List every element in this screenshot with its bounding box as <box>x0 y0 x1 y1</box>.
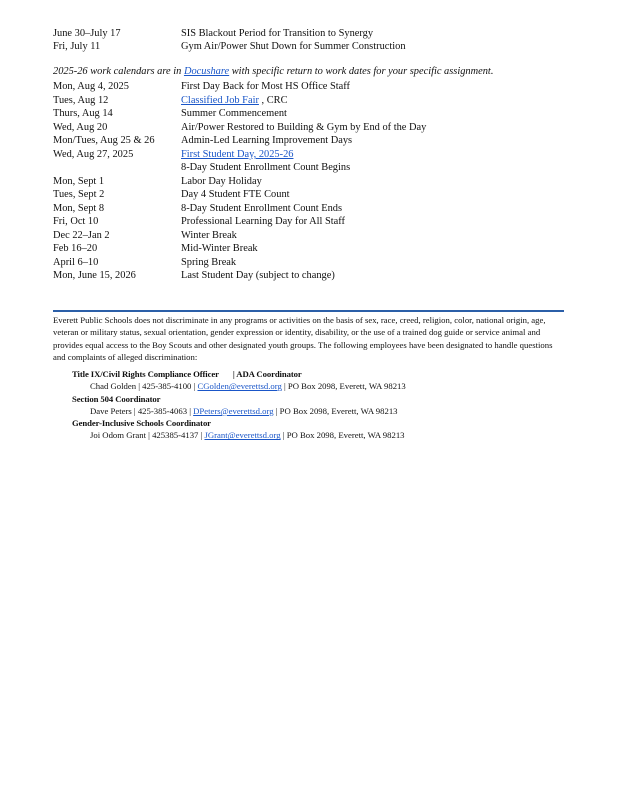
schedule-event: Gym Air/Power Shut Down for Summer Construction <box>181 41 406 52</box>
schedule-date: Dec 22–Jan 2 <box>53 230 110 241</box>
schedule-row <box>53 242 258 256</box>
contact-details: Joi Odom Grant | 425385-4137 | JGrant@everettsd.org | PO Box 2098, Everett, WA 98213 <box>90 430 405 441</box>
schedule-row <box>53 80 350 94</box>
schedule-date: Fri, July 11 <box>53 41 101 52</box>
schedule-row <box>53 107 287 121</box>
email-link[interactable]: JGrant@everettsd.org <box>204 430 281 441</box>
contact-details: Dave Peters | 425-385-4063 | DPeters@everettsd.org | PO Box 2098, Everett, WA 98213 <box>90 405 398 416</box>
schedule-date: June 30–July 17 <box>53 28 121 39</box>
schedule-row <box>53 161 350 175</box>
schedule-row <box>53 148 293 162</box>
contact-title: Title IX/Civil Rights Compliance Officer | ADA Coordinator <box>72 369 302 379</box>
schedule-date: Wed, Aug 27, 2025 <box>53 149 134 160</box>
schedule-event: , CRC <box>258 95 288 106</box>
schedule-row <box>53 175 262 189</box>
calendar-note-suffix: with specific return to work dates for your specific assignment. <box>229 66 494 77</box>
email-link[interactable]: CGolden@everettsd.org <box>197 381 282 392</box>
contact-title: Section 504 Coordinator <box>72 393 161 404</box>
contact-details: Chad Golden | 425-385-4100 | CGolden@everettsd.org | PO Box 2098, Everett, WA 98213 <box>90 381 406 392</box>
schedule-event: Air/Power Restored to Building & Gym by End of the Day <box>181 122 427 133</box>
schedule-row <box>53 134 352 148</box>
docushare-link[interactable]: Docushare <box>183 66 230 77</box>
schedule-row <box>53 121 426 135</box>
schedule-row <box>53 40 406 54</box>
schedule-date: Mon/Tues, Aug 25 & 26 <box>53 135 155 146</box>
schedule-event: Day 4 Student FTE Count <box>181 189 290 200</box>
contact-list <box>72 368 406 442</box>
schedule-date: Thurs, Aug 14 <box>53 108 113 119</box>
schedule-row <box>53 94 288 108</box>
schedule-event: SIS Blackout Period for Transition to Synergy <box>181 28 374 39</box>
schedule-date: Mon, Sept 1 <box>53 176 105 187</box>
schedule-row <box>53 256 236 270</box>
schedule-date: Mon, Aug 4, 2025 <box>53 81 129 92</box>
schedule-event: Professional Learning Day for All Staff <box>181 216 346 227</box>
schedule-event: Mid-Winter Break <box>181 243 258 254</box>
nondiscrimination-statement: Everett Public Schools does not discriminate in any programs or activities on the basis of sex, race, creed, religion, color, national origin, age, veteran or military status, sexual orientation, gender expression or identity, disability, or the use of a trained dog guide or service animal and provides equal access to the Boy Scouts and other designated youth groups. The following employees have been designated to handle questions and complaints of alleged discrimination: <box>53 315 553 363</box>
schedule-event: Spring Break <box>181 257 237 268</box>
job-fair-link[interactable]: Classified Job Fair <box>181 95 259 106</box>
schedule-event: Labor Day Holiday <box>181 176 262 187</box>
schedule-event: Admin-Led Learning Improvement Days <box>181 135 353 146</box>
schedule-row <box>53 27 373 41</box>
first-student-day-link[interactable]: First Student Day, 2025-26 <box>181 149 294 160</box>
schedule-event: Winter Break <box>181 230 237 241</box>
email-link[interactable]: DPeters@everettsd.org <box>193 405 274 416</box>
schedule-event: First Day Back for Most HS Office Staff <box>181 81 351 92</box>
schedule-date: Tues, Aug 12 <box>53 95 109 106</box>
schedule-date: Feb 16–20 <box>53 243 98 254</box>
schedule-row <box>53 202 342 216</box>
schedule-row <box>53 188 290 202</box>
schedule-row <box>53 269 335 283</box>
schedule-date: April 6–10 <box>53 257 99 268</box>
schedule-date: Mon, June 15, 2026 <box>53 270 136 281</box>
schedule-row <box>53 229 237 243</box>
calendar-note-prefix: 2025-26 work calendars are in <box>53 66 184 77</box>
schedule-event: 8-Day Student Enrollment Count Begins <box>181 162 351 173</box>
schedule-event: Last Student Day (subject to change) <box>181 270 335 281</box>
calendar-note <box>53 66 493 77</box>
schedule-date: Tues, Sept 2 <box>53 189 105 200</box>
divider <box>53 310 564 312</box>
schedule-date: Fri, Oct 10 <box>53 216 99 227</box>
schedule-row <box>53 215 345 229</box>
schedule-date: Wed, Aug 20 <box>53 122 108 133</box>
schedule-date: Mon, Sept 8 <box>53 203 105 214</box>
schedule-event: Summer Commencement <box>181 108 287 119</box>
schedule-event: 8-Day Student Enrollment Count Ends <box>181 203 343 214</box>
contact-title: Gender-Inclusive Schools Coordinator <box>72 418 211 429</box>
